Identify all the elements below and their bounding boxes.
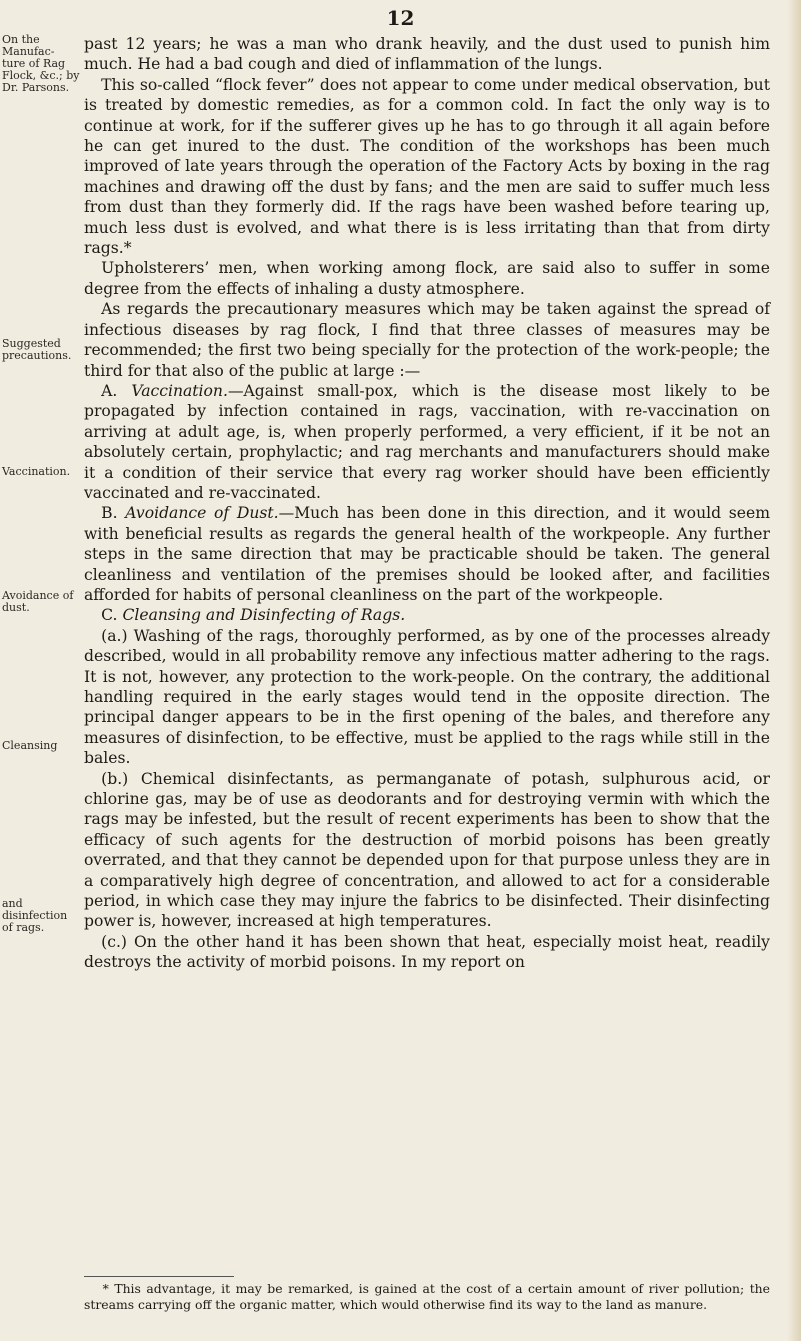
- section-c-a-label: (a.): [101, 626, 128, 645]
- page-number: 12: [386, 6, 415, 30]
- section-c-a-text: Washing of the rags, thoroughly performed, as by one of the processes already described, would in all probability remove any infectious matter adhering to the rags. It is not, however, any protection to the work-people. On the contrary, the additional handling required in the early stages would tend in the opposite direction. The principal danger appears to be in the first opening of the bales, and therefore any measures of disinfection, to be effective, must be applied to the rags while still in the bales.: [84, 626, 771, 768]
- margin-note-precautions: Suggested precautions.: [2, 337, 72, 362]
- margin-note-cleansing: Cleansing: [2, 739, 58, 752]
- footnote: * This advantage, it may be remarked, is gained at the cost of a certain amount of river pollution; the streams carrying off the organic matter, which would otherwise find its way to the land as manure.: [84, 1281, 770, 1312]
- section-a-label: A.: [101, 381, 118, 400]
- paragraph-1: past 12 years; he was a man who drank heavily, and the dust used to punish him much. He had a bad cough and died of inflammation of the lungs.: [84, 35, 770, 74]
- section-c-a-washing: [84, 626, 770, 769]
- footnote-divider: [84, 1276, 234, 1277]
- section-b-label: B.: [101, 504, 118, 523]
- section-b-avoidance: [84, 503, 770, 605]
- section-c-heading: [84, 605, 770, 625]
- section-c-c-label: (c.): [101, 932, 128, 951]
- section-c-label: C.: [101, 606, 118, 625]
- margin-note-avoidance: Avoidance of dust.: [2, 589, 74, 614]
- margin-note-manufacture: On the Manufac- ture of Rag Flock, &c.; by Dr. Parsons.: [2, 33, 80, 94]
- section-c-b-text: Chemical disinfectants, as permanganate of potash, sulphurous acid, or chlorine gas, may be of use as deodorants and for destroying vermin with which the rags may be infested, but the result of recent experiments has been to show that the efficacy of such agents for the destruction of morbid poisons has been greatly overrated, and that they cannot be depended upon for that purpose unless they are in a comparatively high degree of concentration, and allowed to act for a considerable period, in which case they may injure the fabrics to be disinfected. Their disinfecting power is, however, increased at high temperatures.: [84, 769, 770, 931]
- paragraph-precautions: As regards the precautionary measures which may be taken against the spread of infectious diseases by rag flock, I find that three classes of measures may be recommended; the first two being specially for the protection of the work-people; the third for that also of the public at large :—: [84, 300, 770, 380]
- paragraph-upholsterers: Upholsterers’ men, when working among flock, are said also to suffer in some degree from the effects of inhaling a dusty atmosphere.: [84, 259, 770, 298]
- section-c-b-label: (b.): [101, 769, 129, 788]
- section-b-text: —Much has been done in this direction, and it would seem with beneficial results as regards the general health of the workpeople. Any further steps in the same direction that may be practicable should be taken. The general cleanliness and ventilation of the premises should be looked after, and facilities afforded for habits of personal cleanliness on the part of the workpeople.: [84, 504, 770, 604]
- page-edge-stain: [787, 0, 801, 1341]
- margin-note-disinfection: and disinfection of rags.: [2, 897, 68, 934]
- section-b-title: Avoidance of Dust.: [125, 504, 279, 523]
- paragraph-flock-fever: This so-called “flock fever” does not appear to come under medical observation, but is treated by domestic remedies, as for a common cold. In fact the only way is to continue at work, for if the sufferer gives up he has to go through it all again before he can get inured to the dust. The condition of the workshops has been much improved of late years through the operation of the Factory Acts by boxing in the rag machines and drawing off the dust by fans; and the men are said to suffer much less from dust than they formerly did. If the rags have been washed before tearing up, much less dust is evolved, and what there is is less irritating than that from dirty rags.*: [84, 75, 770, 258]
- section-a-text: —Against small-pox, which is the disease most likely to be propagated by infection contained in rags, vaccination, with re-vaccination on arriving at adult age, is, when properly performed, a very efficient, if it be not an absolutely certain, prophylactic; and rag merchants and manufacturers should make it a condition of their service that every rag worker should have been efficiently vaccinated and re-vaccinated.: [84, 381, 770, 502]
- section-a-vaccination: [84, 381, 770, 503]
- section-c-b-chemical: [84, 769, 770, 932]
- margin-note-vaccination: Vaccination.: [2, 465, 71, 478]
- section-c-c-text: On the other hand it has been shown that heat, especially moist heat, readily destroys the activity of morbid poisons. In my report on: [84, 932, 770, 972]
- section-c-c-heat: [84, 932, 770, 973]
- body-text: [84, 34, 770, 973]
- section-a-title: Vaccination.: [131, 381, 228, 400]
- section-c-title: Cleansing and Disinfecting of Rags.: [122, 606, 406, 625]
